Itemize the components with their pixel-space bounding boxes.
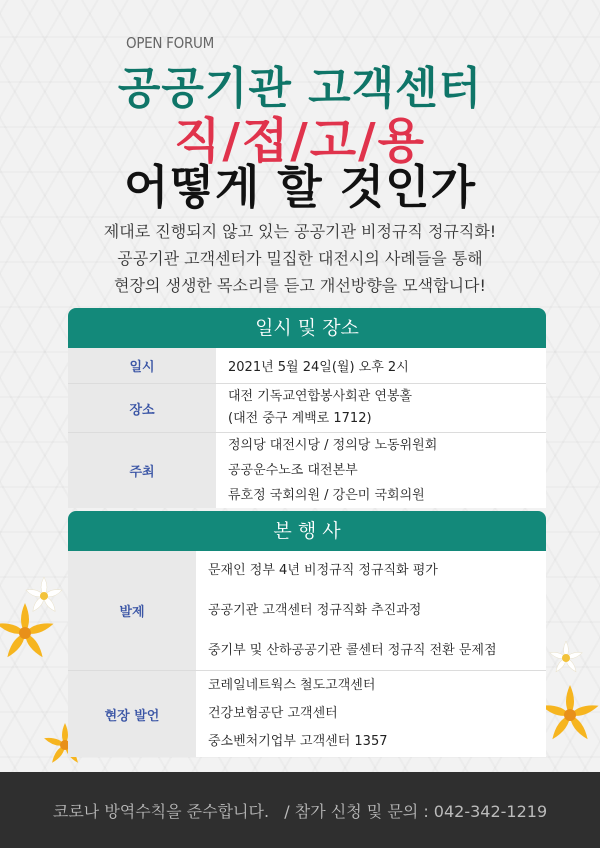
table-row bbox=[68, 433, 546, 508]
value-line: 코레일네트웍스 철도고객센터 bbox=[208, 678, 376, 693]
row-label: 현장 발언 bbox=[68, 671, 196, 757]
intro-line: 현장의 생생한 목소리를 듣고 개선방향을 모색합니다! bbox=[114, 276, 486, 295]
open-forum-label: OPEN FORUM bbox=[126, 34, 214, 52]
flower-icon bbox=[22, 574, 66, 618]
program-table bbox=[68, 551, 546, 757]
row-value bbox=[196, 551, 546, 670]
program-heading: 본 행 사 bbox=[68, 511, 546, 551]
flower-icon bbox=[546, 638, 586, 678]
value-line: 류호정 국회의원 / 강은미 국회의원 bbox=[228, 488, 425, 503]
value-line: 공공기관 고객센터 정규직화 추진과정 bbox=[208, 602, 422, 618]
value-line: 2021년 5월 24일(월) 오후 2시 bbox=[228, 360, 409, 375]
footer-text: 코로나 방역수칙을 준수합니다. / 참가 신청 및 문의 : 042-342-1219 bbox=[52, 801, 548, 821]
value-line: 중기부 및 산하공공기관 콜센터 정규직 전환 문제점 bbox=[208, 642, 497, 658]
table-row bbox=[68, 348, 546, 384]
table-row bbox=[68, 671, 546, 757]
row-label: 발제 bbox=[68, 551, 196, 670]
value-line: 정의당 대전시당 / 정의당 노동위원회 bbox=[228, 438, 438, 453]
row-label: 일시 bbox=[68, 348, 216, 383]
title-line-3: 어떻게 할 것인가 bbox=[123, 160, 477, 214]
intro-line: 제대로 진행되지 않고 있는 공공기관 비정규직 정규직화! bbox=[103, 222, 497, 241]
value-line: 중소벤처기업부 고객센터 1357 bbox=[208, 734, 388, 749]
row-value bbox=[216, 433, 546, 508]
value-line: 대전 기독교연합봉사회관 연봉홀 bbox=[228, 389, 413, 404]
row-label: 주최 bbox=[68, 433, 216, 508]
title-line-2: 직/접/고/용 bbox=[173, 113, 427, 169]
row-value bbox=[216, 348, 546, 383]
intro-line: 공공기관 고객센터가 밀집한 대전시의 사례들을 통해 bbox=[117, 249, 483, 268]
table-row bbox=[68, 551, 546, 671]
title-line-1: 공공기관 고객센터 bbox=[117, 63, 483, 114]
value-line: (대전 중구 계백로 1712) bbox=[228, 411, 372, 426]
table-row bbox=[68, 384, 546, 433]
row-value bbox=[216, 384, 546, 432]
footer-notice bbox=[0, 772, 600, 848]
value-line: 건강보험공단 고객센터 bbox=[208, 706, 338, 721]
value-line: 공공운수노조 대전본부 bbox=[228, 463, 358, 478]
row-value bbox=[196, 671, 546, 757]
schedule-table bbox=[68, 348, 546, 508]
intro-text bbox=[0, 218, 600, 299]
value-line: 문재인 정부 4년 비정규직 정규직화 평가 bbox=[208, 562, 438, 578]
row-label: 장소 bbox=[68, 384, 216, 432]
schedule-heading: 일시 및 장소 bbox=[68, 308, 546, 348]
